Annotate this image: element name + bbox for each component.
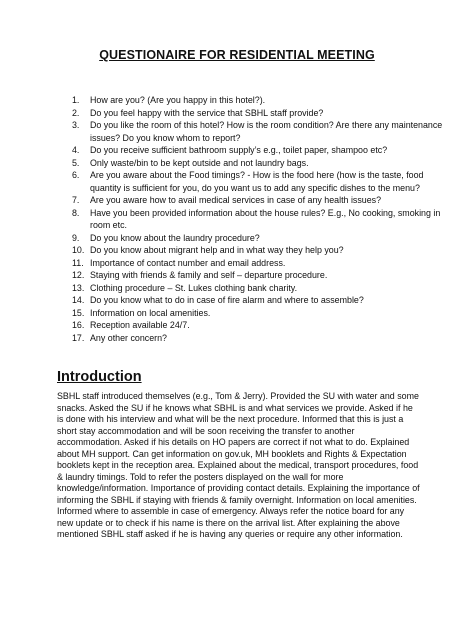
question-number: 7. [72, 195, 80, 205]
question-text: Do you feel happy with the service that SBHL staff provide? [90, 107, 324, 118]
question-text: Do you receive sufficient bathroom supply’s e.g., toilet paper, shampoo etc? [90, 145, 388, 155]
question-number: 5. [72, 157, 80, 168]
question-number: 6. [72, 170, 80, 180]
question-item [72, 144, 444, 157]
question-text: Do you know what to do in case of fire alarm and where to assemble? [90, 295, 364, 305]
question-item [72, 119, 444, 144]
question-number: 2. [72, 107, 80, 118]
question-text: Have you been provided information about the house rules? E.g., No cooking, smoking in room etc. [90, 207, 441, 230]
question-item [72, 157, 444, 170]
question-number: 16. [72, 320, 85, 330]
question-number: 4. [72, 145, 80, 155]
question-item [72, 294, 444, 307]
question-number: 15. [72, 307, 85, 318]
question-text: Are you aware how to avail medical services in case of any health issues? [90, 195, 382, 205]
question-text: Are you aware about the Food timings? - How is the food here (how is the taste, food quantity is sufficient for you, do you want us to add any specific dishes to the menu? [90, 170, 424, 193]
question-text: Do you know about migrant help and in what way they help you? [90, 245, 344, 255]
question-number: 3. [72, 120, 80, 130]
question-text: Clothing procedure – St. Lukes clothing bank charity. [90, 282, 298, 293]
question-text: Only waste/bin to be kept outside and not laundry bags. [90, 157, 309, 168]
question-list [72, 94, 444, 344]
question-item [72, 207, 444, 232]
question-item [72, 269, 444, 282]
question-item [72, 94, 444, 107]
question-text: Any other concern? [90, 332, 167, 343]
page-title: QUESTIONAIRE FOR RESIDENTIAL MEETING [99, 48, 375, 62]
question-text: Reception available 24/7. [90, 320, 190, 330]
introduction-heading: Introduction [57, 369, 142, 385]
question-item [72, 319, 444, 332]
question-number: 11. [72, 257, 84, 268]
question-item [72, 257, 444, 270]
question-number: 8. [72, 207, 80, 218]
question-text: Importance of contact number and email address. [90, 257, 286, 268]
question-item [72, 244, 444, 257]
question-item [72, 169, 444, 194]
question-number: 9. [72, 232, 80, 243]
question-item [72, 194, 444, 207]
question-number: 1. [72, 95, 80, 105]
question-item [72, 332, 444, 345]
question-text: Do you know about the laundry procedure? [90, 232, 260, 243]
question-number: 13. [72, 282, 85, 293]
question-text: How are you? (Are you happy in this hotel?). [90, 95, 266, 105]
question-number: 12. [72, 270, 85, 280]
question-number: 10. [72, 245, 85, 255]
question-item [72, 232, 444, 245]
question-text: Staying with friends & family and self – departure procedure. [90, 270, 328, 280]
question-text: Do you like the room of this hotel? How is the room condition? Are there any maintenance issues? Do you know whom to report? [90, 120, 443, 143]
question-item [72, 307, 444, 320]
question-number: 14. [72, 295, 85, 305]
question-item [72, 107, 444, 120]
question-text: Information on local amenities. [90, 307, 211, 318]
question-number: 17. [72, 332, 85, 343]
introduction-body: SBHL staff introduced themselves (e.g., Tom & Jerry). Provided the SU with water and some snacks. Asked the SU if he knows what SBHL is and what services we provide. Asked if he is done with his interview and what will be the next procedure. Informed that this is just a short stay accommodation and will be soon receiving the transfer to another accommodation. Asked if his details on HO papers are correct if not what to do. Explained about MH support. Can get information on gov.uk, MH booklets and Rights & Expectation booklets kept in the reception area. Explained about the medical, transport procedures, food & laundry timings. Told to refer the posters displayed on the wall for more knowledge/information. Importance of providing contact details. Explaining the importance of informing the SBHL if staying with friends & family overnight. Information on local amenities. Informed where to assemble in case of emergency. Always refer the notice board for any new update or to check if his name is there on the arrival list. After explaining the above mentioned SBHL staff asked if he is having any queries or require any other information. [57, 391, 420, 539]
question-item [72, 282, 444, 295]
